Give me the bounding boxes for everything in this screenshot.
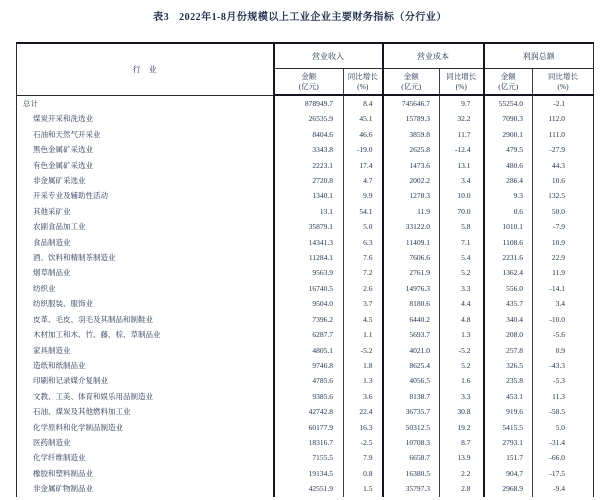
industry-cell: 造纸和纸制品业	[17, 358, 274, 373]
value-cell: 36735.7	[383, 404, 440, 419]
value-cell: 3.3	[440, 389, 484, 404]
value-cell: -2.5	[344, 435, 383, 450]
value-cell: 3.3	[440, 281, 484, 296]
table-row	[17, 404, 594, 419]
value-cell: 11.7	[440, 127, 484, 142]
table-header	[17, 43, 594, 95]
table-row	[17, 142, 594, 157]
value-cell: 7.6	[344, 250, 383, 265]
value-cell: 6287.7	[274, 327, 344, 342]
industry-cell: 有色金属矿采选业	[17, 158, 274, 173]
value-cell: -5.6	[553, 330, 565, 340]
value-cell: 19134.5	[274, 466, 344, 481]
value-cell: -43.3	[549, 360, 565, 370]
value-cell: 479.5	[484, 142, 533, 157]
value-cell: 340.4	[484, 312, 533, 327]
industry-cell: 橡胶和塑料制品业	[17, 466, 274, 481]
value-cell: 19.2	[440, 420, 484, 435]
industry-cell: 化学纤维制造业	[17, 450, 274, 465]
value-cell: 35879.1	[274, 219, 344, 234]
value-cell: 14341.3	[274, 235, 344, 250]
industry-cell: 酒、饮料和精制茶制造业	[17, 250, 274, 265]
value-cell: 2.2	[440, 466, 484, 481]
value-cell: 5.2	[440, 358, 484, 373]
value-cell: 5693.7	[383, 327, 440, 342]
table-body	[17, 95, 594, 497]
value-cell: 4021.0	[383, 343, 440, 358]
value-cell: 42742.8	[274, 404, 344, 419]
value-cell: -10.0	[549, 314, 565, 324]
table-row	[17, 343, 594, 358]
industry-cell: 食品制造业	[17, 235, 274, 250]
amount-unit-label: (亿元)	[401, 81, 422, 91]
value-cell: 5.8	[440, 219, 484, 234]
value-cell: -27.9	[549, 145, 565, 155]
value-cell: 4.4	[440, 296, 484, 311]
value-cell: 480.6	[484, 158, 533, 173]
value-cell: 11284.1	[274, 250, 344, 265]
amount-unit-label: (亿元)	[298, 81, 319, 91]
value-cell: 7090.3	[484, 111, 533, 126]
value-cell: 6440.2	[383, 312, 440, 327]
value-cell: 6.3	[344, 235, 383, 250]
value-cell: 4.5	[344, 312, 383, 327]
value-cell: 7606.6	[383, 250, 440, 265]
value-cell: 7.9	[344, 450, 383, 465]
value-cell: 70.0	[440, 204, 484, 219]
value-cell: 5.0	[344, 219, 383, 234]
table-number-label: 表3	[153, 12, 170, 23]
value-cell: 1010.1	[484, 219, 533, 234]
value-cell: 2793.1	[484, 435, 533, 450]
value-cell: 10708.3	[383, 435, 440, 450]
value-cell: -5.2	[344, 343, 383, 358]
value-cell: 5.4	[440, 250, 484, 265]
value-cell: 1.3	[344, 373, 383, 388]
value-cell: 4056.5	[383, 373, 440, 388]
industry-cell: 开采专业及辅助性活动	[17, 188, 274, 203]
table-row	[17, 450, 594, 465]
financial-indicators-table	[16, 42, 594, 497]
value-cell: 4785.6	[274, 373, 344, 388]
value-cell: 9563.9	[274, 265, 344, 280]
amount-label: 金额	[500, 71, 516, 81]
table-row	[17, 235, 594, 250]
value-cell: -12.4	[440, 142, 484, 157]
industry-cell: 纺织服装、服饰业	[17, 296, 274, 311]
industry-cell: 文教、工美、体育和娱乐用品制造业	[17, 389, 274, 404]
value-cell: 2720.8	[274, 173, 344, 188]
table-row	[17, 250, 594, 265]
table-row	[17, 204, 594, 219]
table-row	[17, 373, 594, 388]
value-cell: 0.6	[484, 204, 533, 219]
value-cell: 3.4	[440, 173, 484, 188]
value-cell: 11.9	[383, 204, 440, 219]
sub-header-profit-growth	[533, 69, 594, 96]
value-cell: 8404.6	[274, 127, 344, 142]
value-cell: 35797.3	[383, 481, 440, 496]
industry-cell: 化学原料和化学制品制造业	[17, 420, 274, 435]
value-cell: 3.6	[344, 389, 383, 404]
value-cell: 55254.0	[484, 95, 533, 111]
table-row	[17, 173, 594, 188]
table-title-text: 2022年1-8月份规模以上工业企业主要财务指标（分行业）	[179, 12, 447, 23]
industry-cell: 印刷和记录媒介复制业	[17, 373, 274, 388]
value-cell: 453.1	[484, 389, 533, 404]
value-cell: 9746.8	[274, 358, 344, 373]
value-cell: 9385.6	[274, 389, 344, 404]
value-cell: 8.7	[440, 435, 484, 450]
value-cell: 132.5	[548, 191, 565, 201]
table-row	[17, 420, 594, 435]
value-cell: 5.2	[440, 265, 484, 280]
value-cell: 22.4	[344, 404, 383, 419]
value-cell: 9.9	[344, 188, 383, 203]
table-row	[17, 127, 594, 142]
table-row	[17, 435, 594, 450]
sub-header-revenue-amount	[274, 69, 344, 96]
group-header-operating-revenue: 营业收入	[274, 43, 383, 69]
value-cell: -66.0	[549, 453, 565, 463]
value-cell: 0.8	[344, 466, 383, 481]
value-cell: 2625.8	[383, 142, 440, 157]
growth-unit-label: (%)	[557, 81, 569, 91]
amount-label: 金额	[403, 71, 419, 81]
value-cell: 30.8	[440, 404, 484, 419]
value-cell: 2900.1	[484, 127, 533, 142]
value-cell: 2002.2	[383, 173, 440, 188]
value-cell: 4805.1	[274, 343, 344, 358]
industry-cell: 总计	[17, 95, 274, 111]
value-cell: 1.5	[344, 481, 383, 496]
value-cell: 8180.6	[383, 296, 440, 311]
value-cell: 17.4	[344, 158, 383, 173]
value-cell: 16740.5	[274, 281, 344, 296]
industry-cell: 医药制造业	[17, 435, 274, 450]
value-cell: 15789.3	[383, 111, 440, 126]
value-cell: 3.4	[555, 299, 565, 309]
group-header-total-profit: 利润总额	[484, 43, 594, 69]
table-row	[17, 219, 594, 234]
industry-cell: 石油、煤炭及其他燃料加工业	[17, 404, 274, 419]
value-cell: 1362.4	[484, 265, 533, 280]
sub-header-cost-amount	[383, 69, 440, 96]
growth-unit-label: (%)	[357, 81, 369, 91]
industry-cell: 皮革、毛皮、羽毛及其制品和制鞋业	[17, 312, 274, 327]
page-title	[0, 8, 600, 23]
growth-label: 同比增长	[347, 71, 378, 81]
value-cell: 2761.9	[383, 265, 440, 280]
value-cell: 2.6	[344, 281, 383, 296]
industry-cell: 非金属矿采选业	[17, 173, 274, 188]
amount-label: 金额	[301, 71, 317, 81]
value-cell: 904.7	[484, 466, 533, 481]
value-cell: 60177.9	[274, 420, 344, 435]
table-row	[17, 466, 594, 481]
value-cell: 4.8	[440, 312, 484, 327]
value-cell: 556.0	[484, 281, 533, 296]
industry-cell: 烟草制品业	[17, 265, 274, 280]
value-cell: 54.1	[344, 204, 383, 219]
industry-cell: 黑色金属矿采选业	[17, 142, 274, 157]
value-cell: 26535.9	[274, 111, 344, 126]
industry-cell: 农副食品加工业	[17, 219, 274, 234]
value-cell: 1.8	[344, 358, 383, 373]
value-cell: -19.0	[344, 142, 383, 157]
table-row	[17, 327, 594, 342]
value-cell: 286.4	[484, 173, 533, 188]
value-cell: 11.3	[552, 391, 565, 401]
industry-cell: 煤炭开采和洗选业	[17, 111, 274, 126]
value-cell: -31.4	[549, 437, 565, 447]
industry-cell: 木材加工和木、竹、藤、棕、草制品业	[17, 327, 274, 342]
table-row	[17, 281, 594, 296]
value-cell: -14.1	[549, 283, 565, 293]
value-cell: 8.4	[344, 95, 383, 111]
value-cell: 7.1	[440, 235, 484, 250]
value-cell: 235.8	[484, 373, 533, 388]
value-cell: 22.9	[551, 253, 565, 263]
value-cell: 435.7	[484, 296, 533, 311]
industry-cell: 纺织业	[17, 281, 274, 296]
value-cell: 11409.1	[383, 235, 440, 250]
table-row	[17, 111, 594, 126]
value-cell: 18316.7	[274, 435, 344, 450]
value-cell: 16380.5	[383, 466, 440, 481]
growth-unit-label: (%)	[455, 81, 467, 91]
value-cell: 1108.6	[484, 235, 533, 250]
value-cell: 1278.3	[383, 188, 440, 203]
value-cell: 878949.7	[274, 95, 344, 111]
value-cell: 1340.1	[274, 188, 344, 203]
industry-column-header: 行 业	[17, 43, 274, 95]
value-cell: 13.9	[440, 450, 484, 465]
value-cell: 151.7	[484, 450, 533, 465]
value-cell: 257.8	[484, 343, 533, 358]
value-cell: 919.6	[484, 404, 533, 419]
value-cell: 1.6	[440, 373, 484, 388]
value-cell: 13.1	[274, 204, 344, 219]
value-cell: 1.1	[344, 327, 383, 342]
value-cell: 9.3	[484, 188, 533, 203]
value-cell: -17.5	[549, 468, 565, 478]
value-cell: 7155.5	[274, 450, 344, 465]
value-cell: -5.2	[440, 343, 484, 358]
value-cell: 10.0	[440, 188, 484, 203]
industry-cell: 其他采矿业	[17, 204, 274, 219]
amount-unit-label: (亿元)	[498, 81, 519, 91]
value-cell: 44.3	[551, 160, 565, 170]
value-cell: 16.3	[344, 420, 383, 435]
value-cell: 2.8	[440, 481, 484, 496]
value-cell: 5.0	[555, 422, 565, 432]
industry-cell: 家具制造业	[17, 343, 274, 358]
value-cell: -7.9	[553, 222, 565, 232]
value-cell: 10.9	[551, 237, 565, 247]
value-cell: 45.1	[344, 111, 383, 126]
growth-label: 同比增长	[548, 71, 578, 81]
value-cell: 32.2	[440, 111, 484, 126]
industry-cell: 石油和天然气开采业	[17, 127, 274, 142]
value-cell: 3.7	[344, 296, 383, 311]
value-cell: 2231.6	[484, 250, 533, 265]
table-row	[17, 389, 594, 404]
value-cell: 6658.7	[383, 450, 440, 465]
value-cell: 1473.6	[383, 158, 440, 173]
value-cell: 9504.0	[274, 296, 344, 311]
sub-header-profit-amount	[484, 69, 533, 96]
value-cell: 1.3	[440, 327, 484, 342]
value-cell: 5415.5	[484, 420, 533, 435]
value-cell: 50312.5	[383, 420, 440, 435]
sub-header-cost-growth	[440, 69, 484, 96]
group-header-operating-cost: 营业成本	[383, 43, 484, 69]
value-cell: -58.5	[549, 407, 565, 417]
value-cell: -9.4	[553, 484, 565, 494]
table-row	[17, 481, 594, 496]
value-cell: 8138.7	[383, 389, 440, 404]
value-cell: 326.5	[484, 358, 533, 373]
table-row	[17, 296, 594, 311]
value-cell: 8625.4	[383, 358, 440, 373]
value-cell: 745646.7	[383, 95, 440, 111]
value-cell: -2.1	[553, 99, 565, 108]
sub-header-revenue-growth	[344, 69, 383, 96]
value-cell: 42551.9	[274, 481, 344, 496]
value-cell: 7.2	[344, 265, 383, 280]
value-cell: 46.6	[344, 127, 383, 142]
growth-label: 同比增长	[446, 71, 477, 81]
table-row	[17, 312, 594, 327]
value-cell: 7396.2	[274, 312, 344, 327]
value-cell: 0.9	[555, 345, 565, 355]
value-cell: 9.7	[440, 95, 484, 111]
value-cell: 10.6	[551, 176, 565, 186]
table-row	[17, 95, 594, 111]
value-cell: -5.3	[553, 376, 565, 386]
value-cell: 11.9	[552, 268, 565, 278]
value-cell: 13.1	[440, 158, 484, 173]
table-row	[17, 188, 594, 203]
value-cell: 3859.8	[383, 127, 440, 142]
value-cell: 33122.0	[383, 219, 440, 234]
value-cell: 14976.3	[383, 281, 440, 296]
value-cell: 2968.9	[484, 481, 533, 496]
value-cell: 111.0	[548, 129, 565, 139]
value-cell: 4.7	[344, 173, 383, 188]
value-cell: 112.0	[548, 114, 565, 124]
industry-cell: 非金属矿物制品业	[17, 481, 274, 496]
value-cell: 2223.1	[274, 158, 344, 173]
header-group-row	[17, 43, 594, 69]
value-cell: 50.0	[551, 206, 565, 216]
table-row	[17, 158, 594, 173]
table-row	[17, 358, 594, 373]
table-row	[17, 265, 594, 280]
value-cell: 208.0	[484, 327, 533, 342]
value-cell: 3343.8	[274, 142, 344, 157]
